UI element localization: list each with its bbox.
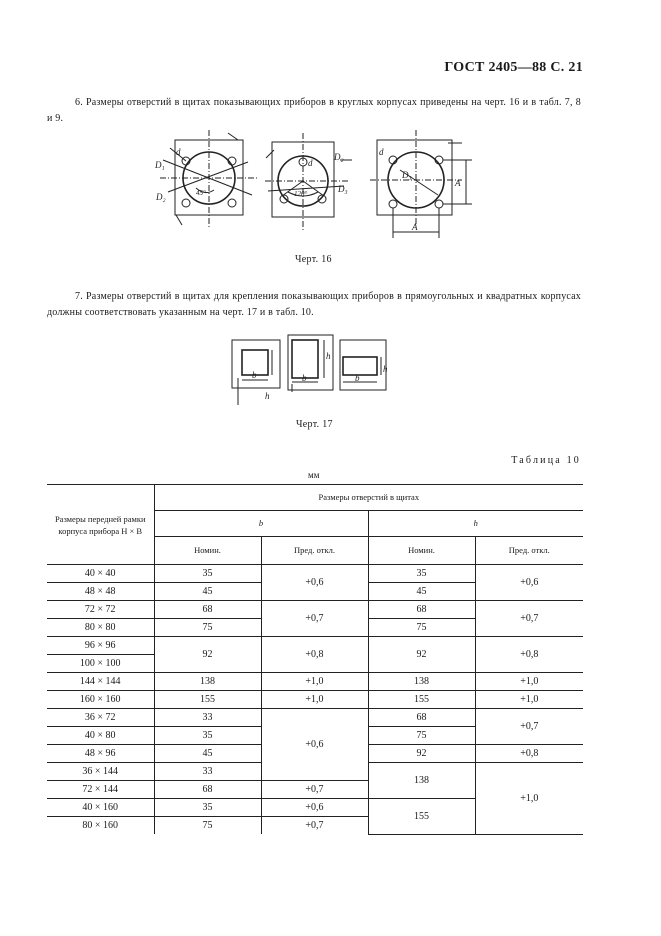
table-cell: 144 × 144 [47,673,154,691]
table-cell: 155 [368,691,475,709]
table-cell: 48 × 48 [47,583,154,601]
table-cell: 68 [154,601,261,619]
figure-label: h [383,364,388,374]
table-cell: 33 [154,709,261,727]
header-b-nom: Номин. [154,537,261,565]
table-title: Таблица 10 [511,455,581,466]
table-cell: +1,0 [261,673,368,691]
table-cell: 40 × 80 [47,727,154,745]
table-cell: 100 × 100 [47,655,154,673]
table-cell: 68 [368,709,475,727]
table-cell: 80 × 80 [47,619,154,637]
figure-label: d [379,147,384,157]
page-header: ГОСТ 2405—88 С. 21 [444,60,583,75]
header-b-dev: Пред. откл. [261,537,368,565]
table-cell: 138 [368,673,475,691]
figure-label: h [326,351,331,361]
figure-label: b [355,373,360,383]
table-cell: 75 [154,817,261,835]
table-cell: 45 [154,583,261,601]
table-cell: +0,8 [475,745,583,763]
table-cell: 36 × 144 [47,763,154,781]
table-10 [47,484,583,835]
figure-label: D₃ [402,170,412,180]
figure-label: D₁ [155,160,165,170]
table-cell: +0,6 [261,799,368,817]
table-cell: 75 [368,727,475,745]
table-cell: +0,7 [261,601,368,637]
figure-label: d [308,158,313,168]
header-h-nom: Номин. [368,537,475,565]
fig16-label-d: d [176,147,181,157]
figure-label: D₂ [334,152,344,162]
table-cell: 35 [154,727,261,745]
table-cell: 35 [154,565,261,583]
table-cell: 45 [154,745,261,763]
table-cell: +0,7 [261,817,368,835]
figure-label: 120° [294,190,308,198]
header-h-dev: Пред. откл. [475,537,583,565]
figure-label: b [252,370,257,380]
header-b: b [154,511,368,537]
table-cell: 68 [154,781,261,799]
table-cell: 33 [154,763,261,781]
table-cell: 160 × 160 [47,691,154,709]
figure-label: A [455,178,461,188]
table-cell: 45 [368,583,475,601]
table-cell: +0,6 [475,565,583,601]
table-cell: 75 [154,619,261,637]
figure-17-caption: Черт. 17 [296,419,333,430]
table-cell: +1,0 [475,763,583,835]
table-cell: +0,7 [475,601,583,637]
paragraph-7: 7. Размеры отверстий в щитах для крепления показывающих приборов в прямоугольных и квадратных корпусах должны соответствовать указанным на черт. 17 и в табл. 10. [47,291,581,318]
table-cell: 48 × 96 [47,745,154,763]
table-cell: 75 [368,619,475,637]
table-cell: 155 [154,691,261,709]
paragraph-6: 6. Размеры отверстий в щитах показывающих приборов в круглых корпусах приведены на черт. 16 и в табл. 7, 8 и 9. [47,97,581,124]
table-cell: 72 × 72 [47,601,154,619]
table-cell: 35 [154,799,261,817]
figure-label: D₂ [156,192,166,202]
table-cell: 138 [368,763,475,799]
table-cell: +0,6 [261,565,368,601]
table-cell: 40 × 40 [47,565,154,583]
header-group: Размеры отверстий в щитах [154,485,583,511]
table-cell: 155 [368,799,475,835]
figure-label: h [265,391,270,401]
table-cell: +0,7 [261,781,368,799]
table-cell: +0,6 [261,709,368,781]
table-cell: +1,0 [261,691,368,709]
figure-17 [0,0,661,420]
table-units: мм [308,470,320,480]
table-cell: 92 [154,637,261,673]
figure-16-caption: Черт. 16 [295,254,332,265]
table-cell: +0,8 [475,637,583,673]
table-cell: 68 [368,601,475,619]
table-cell: +0,8 [261,637,368,673]
table-cell: 36 × 72 [47,709,154,727]
figure-label: A [412,222,418,232]
table-cell: 92 [368,637,475,673]
header-h: h [368,511,583,537]
table-cell: 138 [154,673,261,691]
figure-label: b [302,373,307,383]
table-cell: 72 × 144 [47,781,154,799]
table-cell: 40 × 160 [47,799,154,817]
table-cell: +1,0 [475,691,583,709]
table-cell: +0,7 [475,709,583,745]
table-cell: 35 [368,565,475,583]
table-cell: 92 [368,745,475,763]
figure-label: 45° [196,189,206,197]
table-cell: 80 × 160 [47,817,154,835]
table-cell: 96 × 96 [47,637,154,655]
table-cell: +1,0 [475,673,583,691]
header-frame-size: Размеры передней рамки корпуса прибора H × B [47,485,154,565]
figure-label: D₃ [338,184,348,194]
